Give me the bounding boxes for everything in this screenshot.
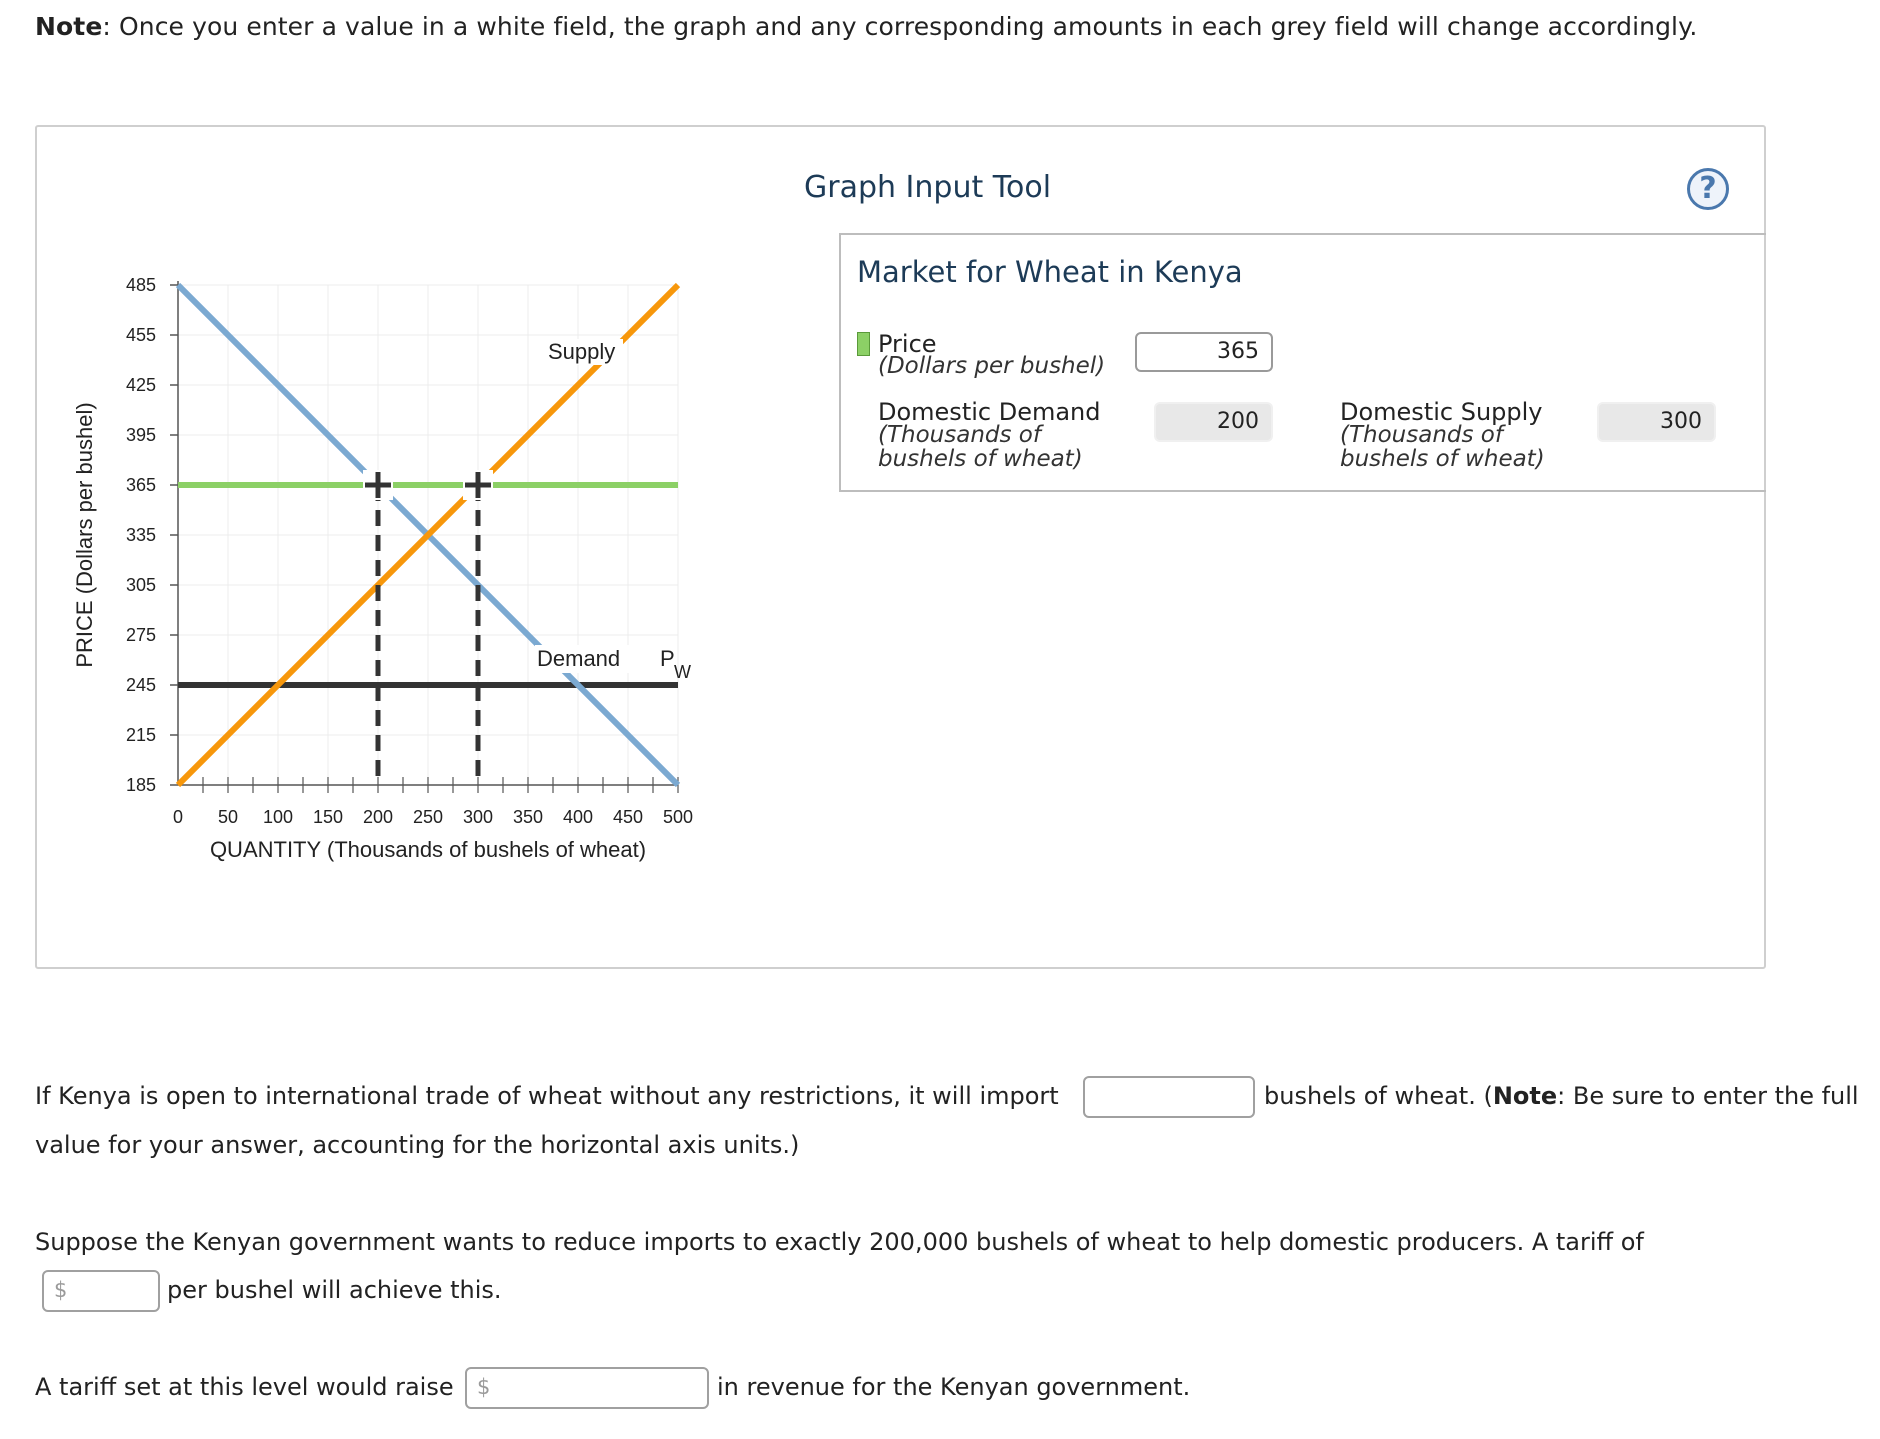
question-2-text-a: Suppose the Kenyan government wants to reduce imports to exactly 200,000 bushels of wheat to help domestic producers. A tariff of [35, 1228, 1644, 1256]
y-tick-label: 185 [125, 775, 156, 795]
tariff-answer-input[interactable] [42, 1270, 160, 1312]
question-1-line-2: value for your answer, accounting for the horizontal axis units.) [35, 1131, 800, 1159]
price-unit-label: (Dollars per bushel) [878, 353, 1106, 379]
y-tick-label: 485 [125, 275, 156, 295]
graph-input-tool-title: Graph Input Tool [804, 170, 1052, 205]
x-tick-label: 0 [172, 807, 184, 827]
domestic-demand-unit-2: bushels of wheat) [878, 446, 1083, 472]
x-tick-label: 300 [462, 807, 494, 827]
question-1-text-c: : Be sure to enter the full [1557, 1082, 1859, 1110]
question-1-text-b-span: bushels of wheat. ( [1264, 1082, 1493, 1110]
domestic-demand-value: 200 [1154, 402, 1273, 442]
domestic-supply-unit-1: (Thousands of [1340, 422, 1503, 448]
tariff-dollar-prefix: $ [54, 1278, 68, 1302]
price-label: Price [878, 330, 937, 358]
help-button[interactable]: ? [1687, 168, 1729, 210]
imports-answer-input[interactable] [1083, 1076, 1255, 1118]
supply-curve-label: Supply [548, 339, 616, 364]
x-tick-label: 50 [217, 807, 239, 827]
x-tick-label: 100 [262, 807, 294, 827]
y-tick-label: 305 [125, 575, 156, 595]
supply-demand-chart[interactable] [37, 127, 847, 967]
market-title: Market for Wheat in Kenya [857, 255, 1243, 289]
question-1-text-a: If Kenya is open to international trade of wheat without any restrictions, it will import [35, 1082, 1059, 1110]
domestic-supply-unit-2: bushels of wheat) [1340, 446, 1545, 472]
y-tick-label: 275 [125, 625, 156, 645]
question-1-note-bold: Note [1492, 1082, 1558, 1110]
x-tick-label: 450 [612, 807, 644, 827]
y-tick-label: 365 [125, 475, 156, 495]
question-3-text-a: A tariff set at this level would raise [35, 1373, 454, 1401]
demand-curve-label: Demand [537, 646, 621, 671]
world-price-subscript: W [674, 662, 691, 682]
note-text: : Once you enter a value in a white field, the graph and any corresponding amounts in each grey field will change accordingly. [102, 12, 1698, 41]
x-axis-title: QUANTITY (Thousands of bushels of wheat) [209, 837, 647, 862]
y-tick-label: 215 [125, 725, 156, 745]
domestic-demand-unit-1: (Thousands of [878, 422, 1041, 448]
x-tick-label: 250 [412, 807, 444, 827]
x-tick-label: 400 [562, 807, 594, 827]
y-tick-label: 425 [125, 375, 156, 395]
y-tick-label: 455 [125, 325, 156, 345]
domestic-demand-label: Domestic Demand [878, 398, 1101, 426]
x-tick-label: 150 [312, 807, 344, 827]
revenue-answer-input[interactable] [465, 1367, 709, 1409]
question-3-text-b: in revenue for the Kenyan government. [717, 1373, 1191, 1401]
price-input[interactable]: 365 [1135, 332, 1273, 372]
x-tick-label: 200 [362, 807, 394, 827]
y-axis-title: PRICE (Dollars per bushel) [72, 402, 97, 668]
graph-area [37, 127, 847, 967]
revenue-dollar-prefix: $ [477, 1375, 491, 1399]
x-tick-label: 350 [512, 807, 544, 827]
x-tick-label: 500 [662, 807, 694, 827]
domestic-supply-label: Domestic Supply [1340, 398, 1543, 426]
domestic-supply-value: 300 [1597, 402, 1716, 442]
instructions-note [35, 12, 1697, 41]
note-bold-label: Note [35, 12, 103, 41]
question-1-text-b [1264, 1082, 1859, 1110]
price-color-swatch [857, 332, 870, 356]
world-price-label: P [660, 646, 675, 671]
question-2-text-b: per bushel will achieve this. [167, 1276, 502, 1304]
y-tick-label: 395 [125, 425, 156, 445]
y-tick-label: 245 [125, 675, 156, 695]
y-tick-label: 335 [125, 525, 156, 545]
